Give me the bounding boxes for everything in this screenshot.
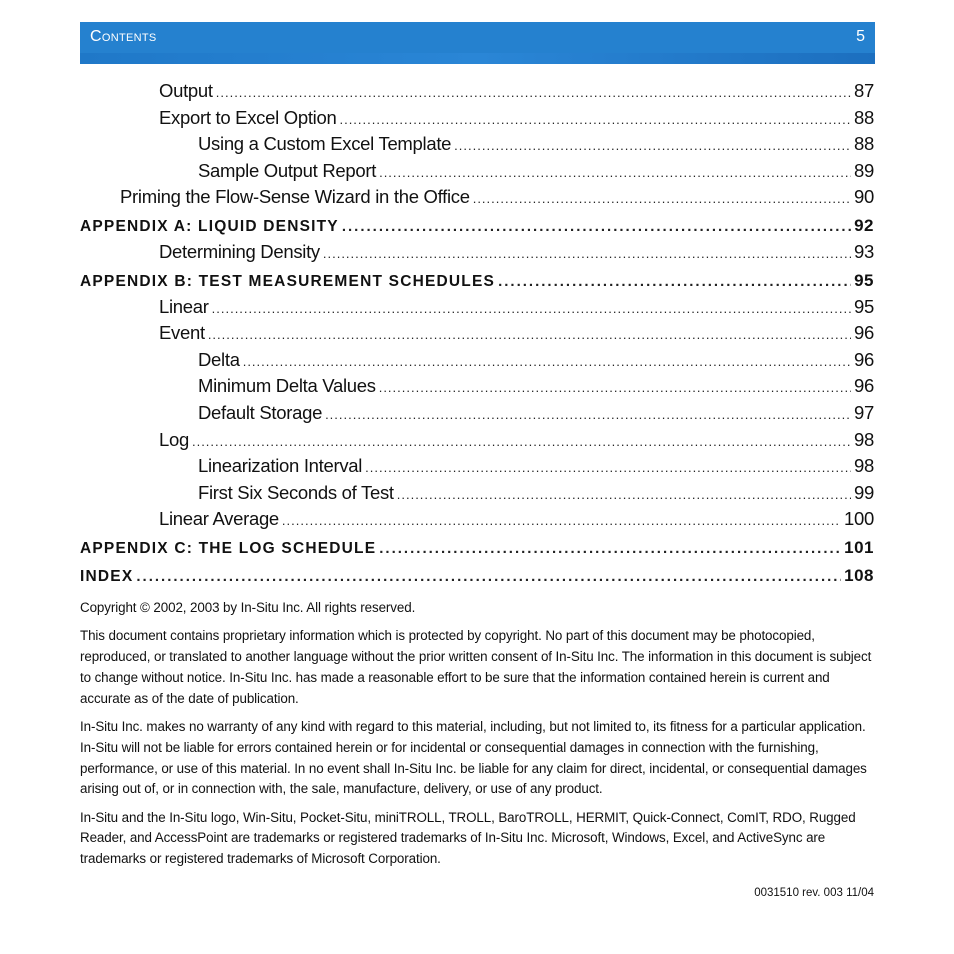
toc-entry-title: Delta [198, 348, 240, 370]
toc-entry[interactable] [80, 78, 874, 105]
toc-entry[interactable] [80, 239, 874, 266]
toc-entry-title: Log [159, 428, 189, 450]
toc-entry-title: Linearization Interval [198, 455, 363, 477]
toc-entry-page: 97 [854, 401, 874, 423]
toc-entry-title: Priming the Flow-Sense Wizard in the Office [120, 186, 470, 208]
toc-entry-page: 101 [844, 537, 874, 557]
toc-leader-dots [365, 455, 851, 482]
toc-entry-title: Default Storage [198, 401, 323, 423]
toc-leader-dots [208, 322, 851, 349]
toc-leader-dots [397, 482, 851, 509]
toc-entry-page: 95 [854, 295, 874, 317]
toc-entry-page: 98 [854, 455, 874, 477]
toc-entry-page: 98 [854, 428, 874, 450]
toc-entry-title: APPENDIX A: LIQUID DENSITY [80, 217, 339, 235]
toc-entry-title: Event [159, 322, 205, 344]
toc-entry[interactable] [80, 453, 874, 480]
toc-section-entry[interactable] [80, 533, 874, 561]
toc-entry-title: Linear Average [159, 508, 279, 530]
toc-leader-dots [212, 296, 851, 323]
toc-entry[interactable] [80, 158, 874, 185]
toc-entry[interactable] [80, 294, 874, 321]
document-number: 0031510 rev. 003 11/04 [754, 887, 874, 899]
toc-entry-title: First Six Seconds of Test [198, 481, 394, 503]
toc-entry-page: 96 [854, 348, 874, 370]
toc-entry-title: INDEX [80, 567, 134, 585]
toc-entry-page: 100 [844, 508, 874, 530]
toc-leader-dots [473, 186, 851, 213]
toc-entry-page: 99 [854, 481, 874, 503]
toc-entry-page: 89 [854, 159, 874, 181]
toc-entry-title: APPENDIX C: THE LOG SCHEDULE [80, 539, 377, 557]
toc-entry-page: 87 [854, 80, 874, 101]
header-page-number: 5 [856, 28, 865, 45]
toc-entry-page: 88 [854, 133, 874, 155]
toc-entry-page: 96 [854, 322, 874, 344]
toc-entry-title: Export to Excel Option [159, 106, 337, 128]
legal-paragraph-warranty: In-Situ Inc. makes no warranty of any kind with regard to this material, including, but not limited to, its fitness for a particular application. In-Situ will not be liable for errors contained herein or for incidental or consequential damages in connection with the furnishing, performance, or use of this material. In no event shall In-Situ Inc. be liable for any claim for direct, incidental, or consequential damages arising out of, or in connection with, the sale, manufacture, delivery, or use of any product. [80, 718, 867, 797]
toc-entry-title: Using a Custom Excel Template [198, 133, 452, 155]
legal-paragraph-proprietary: This document contains proprietary information which is protected by copyright. No part of this document may be photocopied, reproduced, or translated to another language without the prior written consent of In-Situ Inc. The information in this document is subject to change without notice. In-Situ Inc. has made a reasonable effort to be sure that the information contained herein is current and accurate as of the date of publication. [80, 628, 872, 706]
toc-leader-dots [192, 429, 851, 456]
toc-entry[interactable] [80, 184, 874, 211]
toc-entry-title: Minimum Delta Values [198, 375, 376, 397]
toc-entry[interactable] [80, 373, 874, 400]
toc-entry-title: Sample Output Report [198, 159, 377, 181]
toc-entry-page: 108 [844, 565, 874, 585]
toc-entry[interactable] [80, 480, 874, 507]
toc-section-entry[interactable] [80, 211, 874, 239]
toc-entry-page: 92 [854, 215, 874, 235]
toc-entry-page: 88 [854, 106, 874, 128]
toc-entry-title: Determining Density [159, 240, 320, 262]
toc-entry-title: APPENDIX B: TEST MEASUREMENT SCHEDULES [80, 272, 496, 290]
toc-section-entry[interactable] [80, 266, 874, 294]
toc-leader-dots [325, 402, 851, 429]
toc-leader-dots [498, 267, 851, 297]
toc-entry-page: 93 [854, 240, 874, 262]
toc-leader-dots [379, 375, 851, 402]
copyright-text: Copyright © 2002, 2003 by In-Situ Inc. All rights reserved. [80, 600, 416, 615]
toc-entry[interactable] [80, 320, 874, 347]
toc-leader-dots [342, 212, 851, 242]
toc-leader-dots [454, 133, 851, 160]
table-of-contents [80, 78, 874, 589]
page-header [80, 22, 875, 64]
toc-entry-page: 90 [854, 186, 874, 208]
toc-entry[interactable] [80, 131, 874, 158]
toc-leader-dots [379, 534, 841, 564]
header-title: Contents [90, 28, 157, 45]
toc-leader-dots [136, 562, 841, 592]
legal-paragraph-trademarks: In-Situ and the In-Situ logo, Win-Situ, Pocket-Situ, miniTROLL, TROLL, BaroTROLL, HERMIT, Quick-Connect, ComIT, RDO, Rugged Reader, and AccessPoint are trademarks or registered trademarks of In-Situ Inc. Microsoft, Windows, Excel, and ActiveSync are trademarks or registered trademarks of Microsoft Corporation. [80, 809, 856, 867]
toc-entry[interactable] [80, 400, 874, 427]
toc-leader-dots [216, 80, 851, 107]
header-band [80, 22, 875, 53]
toc-entry-title: Linear [159, 295, 209, 317]
toc-leader-dots [243, 349, 851, 376]
toc-entry[interactable] [80, 506, 874, 533]
toc-entry-title: Output [159, 80, 213, 101]
toc-entry[interactable] [80, 105, 874, 132]
toc-leader-dots [379, 160, 851, 187]
toc-section-entry[interactable] [80, 561, 874, 589]
toc-leader-dots [323, 241, 851, 268]
toc-entry-page: 96 [854, 375, 874, 397]
legal-notice [80, 598, 880, 878]
toc-entry[interactable] [80, 347, 874, 374]
toc-leader-dots [282, 508, 841, 535]
toc-entry[interactable] [80, 427, 874, 454]
toc-leader-dots [339, 107, 851, 134]
toc-entry-page: 95 [854, 270, 874, 290]
